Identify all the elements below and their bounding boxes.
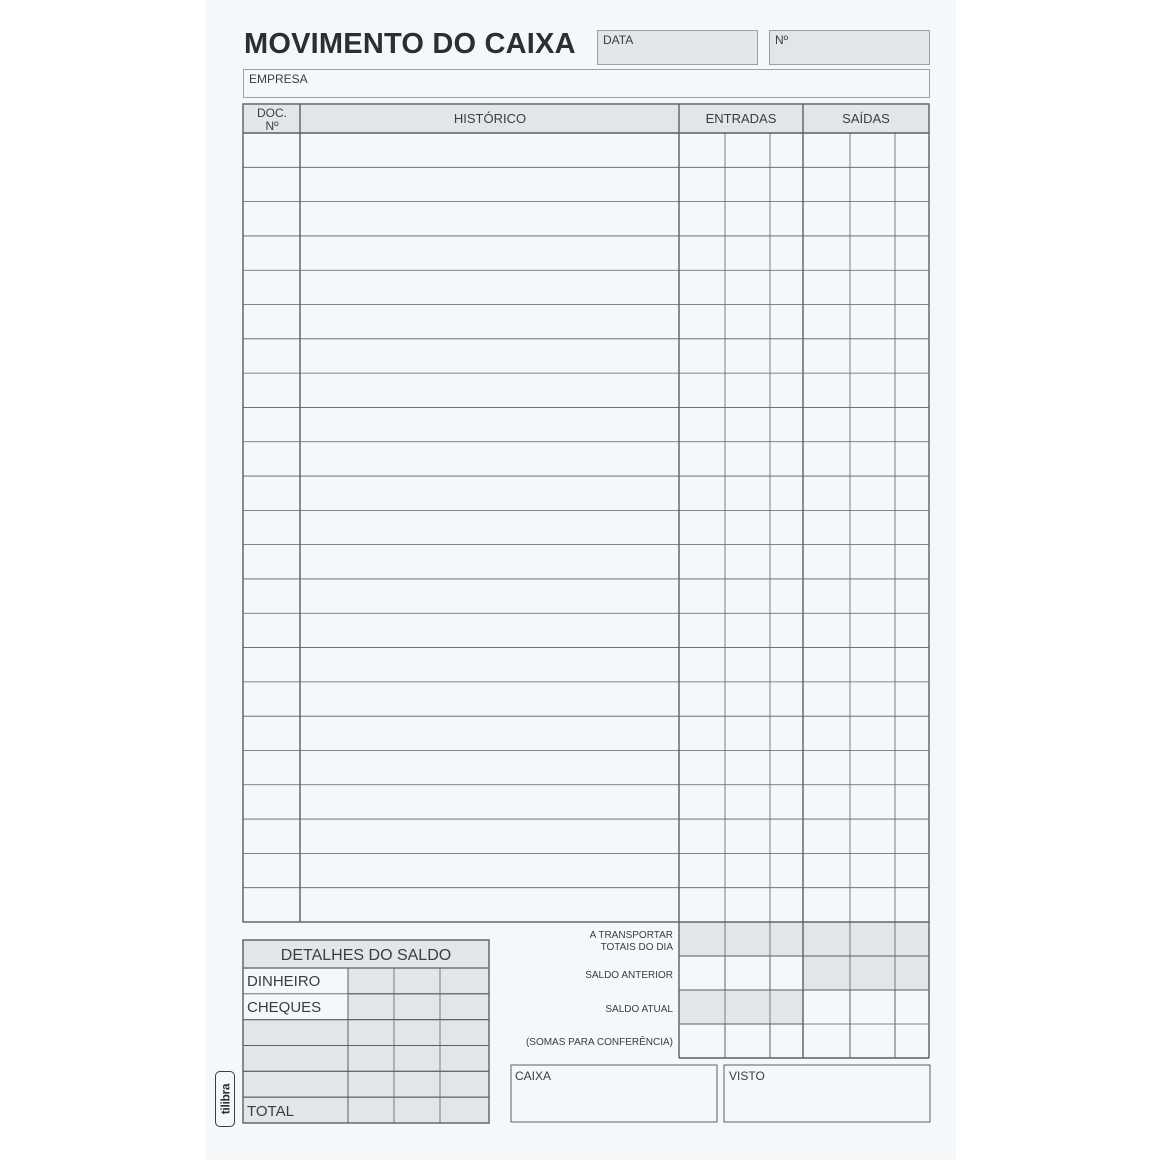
detalhes-blank-label-cell (243, 1071, 348, 1097)
saldo-anterior-saidas-cells (803, 956, 929, 990)
doc-header-label: DOC. (257, 106, 287, 120)
detalhes-row-label: CHEQUES (247, 998, 322, 1016)
detalhes-blank-label-cell (243, 1046, 348, 1072)
detalhes-amount-cells (348, 1071, 489, 1097)
somas-conferencia-label: (SOMAS PARA CONFERÊNCIA) (525, 1037, 673, 1048)
form-title: MOVIMENTO DO CAIXA (244, 28, 576, 60)
numero-label: Nº (775, 33, 789, 47)
historico-header-label: HISTÓRICO (453, 111, 527, 126)
detalhes-amount-cells (348, 1046, 489, 1072)
caixa-label: CAIXA (515, 1069, 552, 1083)
detalhes-total-label: TOTAL (247, 1103, 294, 1121)
detalhes-title: DETALHES DO SALDO (280, 947, 452, 964)
detalhes-row-label: DINHEIRO (247, 973, 321, 990)
totais-dia-label: TOTAIS DO DIA (600, 942, 673, 953)
table-outer-border (243, 104, 929, 922)
doc-number-label: Nº (265, 119, 279, 133)
saldo-anterior-label: SALDO ANTERIOR (585, 970, 673, 981)
transportar-label: A TRANSPORTAR (589, 930, 673, 941)
detalhes-amount-cells (348, 994, 489, 1020)
detalhes-amount-cells (348, 1020, 489, 1046)
visto-label: VISTO (729, 1069, 765, 1083)
data-label: DATA (603, 33, 634, 47)
tilibra-logo (215, 1071, 235, 1127)
saldo-atual-entradas-cells (679, 990, 803, 1024)
saidas-header-label: SAÍDAS (842, 111, 890, 126)
empresa-label: EMPRESA (249, 72, 308, 86)
transportar-cells (679, 922, 929, 956)
entradas-header-label: ENTRADAS (705, 111, 777, 126)
detalhes-amount-cells (348, 968, 489, 994)
saldo-atual-label: SALDO ATUAL (605, 1004, 673, 1015)
detalhes-blank-label-cell (243, 1020, 348, 1046)
brand-text: tilibra (218, 1083, 233, 1115)
detalhes-amount-cells (348, 1097, 489, 1123)
